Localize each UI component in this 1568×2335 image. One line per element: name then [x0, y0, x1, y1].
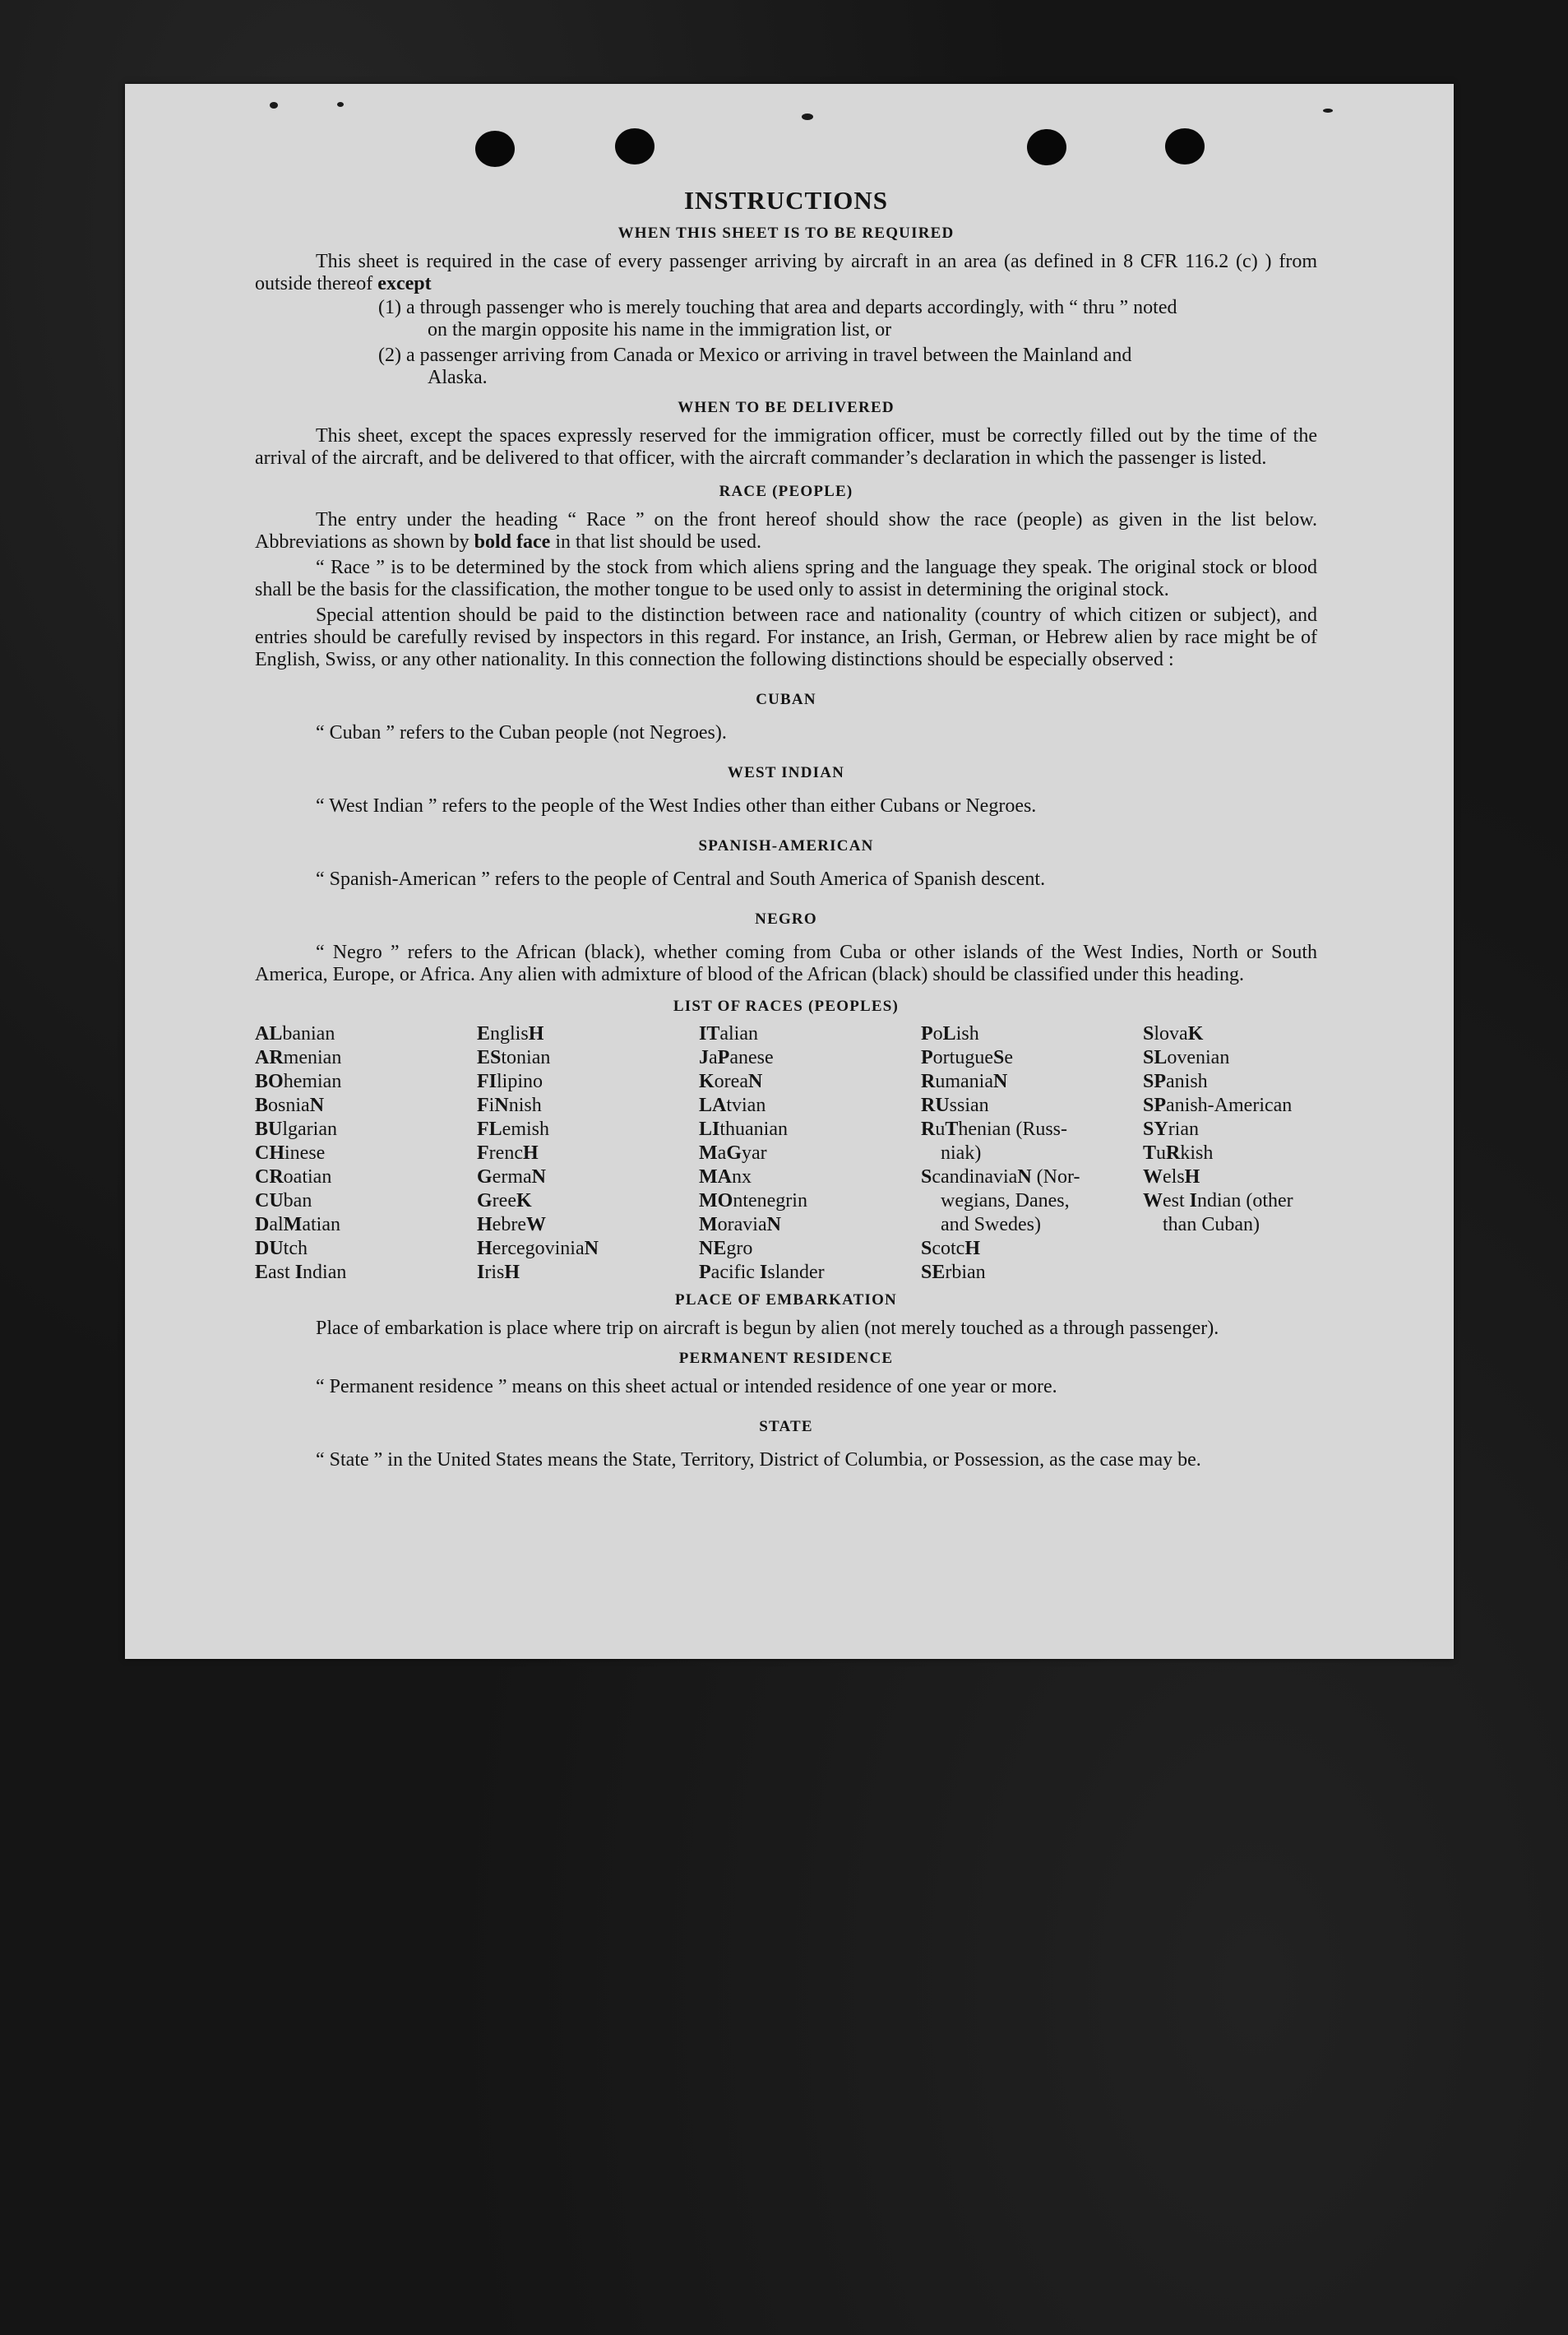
negro-text: “ Negro ” refers to the African (black), whether coming from Cuba or other islands of the West Indies, North or South America, Europe, or Africa. Any alien with admixture of blood of the African (black) should be classified under this heading. [255, 942, 1317, 985]
race-entry: BOhemian [255, 1071, 342, 1092]
heading-embarkation: PLACE OF EMBARKATION [675, 1291, 897, 1309]
race-entry: NEgro [699, 1238, 753, 1259]
races-column [1143, 1022, 1317, 1285]
race-entry: SYrian [1143, 1119, 1199, 1140]
heading-spanish-american: SPANISH-AMERICAN [698, 837, 874, 855]
speck-mark [1323, 109, 1333, 113]
race-entry: MAnx [699, 1166, 752, 1188]
race-paragraph-1: The entry under the heading “ Race ” on the front hereof should show the race (people) as given in the list below. Abbreviations as shown by bold face in that list should be used. [255, 509, 1317, 553]
heading-negro: NEGRO [755, 910, 817, 928]
race-entry: CHinese [255, 1142, 326, 1164]
race-entry: HercegoviniaN [477, 1238, 599, 1259]
race-entry: GermaN [477, 1166, 546, 1188]
race-entry: Pacific Islander [699, 1262, 825, 1283]
race-entry: RuThenian (Russ- [921, 1119, 1068, 1140]
race-entry: EStonian [477, 1047, 551, 1068]
item-number: (1) [378, 297, 401, 318]
race-entry: ARmenian [255, 1047, 342, 1068]
west-indian-text: “ West Indian ” refers to the people of the West Indies other than either Cubans or Negroes. [316, 795, 1037, 817]
race-entry: FrencH [477, 1142, 539, 1164]
heading-races-list: LIST OF RACES (PEOPLES) [673, 998, 900, 1015]
race-entry: BUlgarian [255, 1119, 337, 1140]
race-entry: SErbian [921, 1262, 986, 1283]
race-entry: CRoatian [255, 1166, 332, 1188]
race-entry: SPanish [1143, 1071, 1208, 1092]
race-entry: BosniaN [255, 1095, 325, 1116]
race-entry: FIlipino [477, 1071, 543, 1092]
punch-hole-4 [1165, 128, 1205, 164]
race-entry: WelsH [1143, 1166, 1200, 1188]
race-entry: West Indian (other [1143, 1190, 1293, 1212]
race-entry: FLemish [477, 1119, 549, 1140]
heading-west-indian: WEST INDIAN [727, 764, 845, 781]
race-entry: IrisH [477, 1262, 520, 1283]
heading-required: WHEN THIS SHEET IS TO BE REQUIRED [617, 225, 955, 242]
item-number: (2) [378, 345, 401, 366]
race-entry: FiNnish [477, 1095, 542, 1116]
punch-hole-3 [1027, 129, 1066, 165]
race-entry: ALbanian [255, 1023, 335, 1045]
race-entry: DUtch [255, 1238, 308, 1259]
instructions-content [255, 187, 1317, 1471]
spanish-american-text: “ Spanish-American ” refers to the people of Central and South America of Spanish descent. [316, 869, 1046, 890]
race-entry: MOntenegrin [699, 1190, 807, 1212]
race-entry: ScotcH [921, 1238, 981, 1259]
race-paragraph-2: “ Race ” is to be determined by the stock from which aliens spring and the language they speak. The original stock or blood shall be the basis for the classification, the mother tongue to be used only to assist in determining the original stock. [255, 557, 1317, 600]
race-entry: GreeK [477, 1190, 532, 1212]
speck-mark [337, 102, 344, 107]
race-entry-continued: than Cuban) [1163, 1214, 1260, 1235]
race-entry: TuRkish [1143, 1142, 1214, 1164]
races-column [921, 1022, 1143, 1285]
residence-text: “ Permanent residence ” means on this sheet actual or intended residence of one year or more. [316, 1376, 1057, 1397]
race-entry-continued: and Swedes) [941, 1214, 1041, 1235]
required-intro: This sheet is required in the case of every passenger arriving by aircraft in an area (as defined in 8 CFR 116.2 (c) ) from outside thereof except [255, 251, 1317, 294]
race-entry: MoraviaN [699, 1214, 781, 1235]
embarkation-text: Place of embarkation is place where trip on aircraft is begun by alien (not merely touched as a through passenger). [316, 1318, 1219, 1339]
document-page [125, 84, 1454, 1659]
cuban-text: “ Cuban ” refers to the Cuban people (not Negroes). [316, 722, 727, 744]
race-entry: RUssian [921, 1095, 989, 1116]
race-entry: RumaniaN [921, 1071, 1008, 1092]
item-text: a passenger arriving from Canada or Mexico or arriving in travel between the Mainland and [406, 345, 1132, 366]
race-entry-continued: niak) [941, 1142, 982, 1164]
page-title: INSTRUCTIONS [683, 186, 888, 215]
heading-state: STATE [759, 1418, 813, 1435]
race-entry: HebreW [477, 1214, 546, 1235]
list-item [255, 345, 1317, 389]
list-item [255, 297, 1317, 341]
heading-residence: PERMANENT RESIDENCE [678, 1350, 894, 1367]
race-entry: KoreaN [699, 1071, 763, 1092]
state-text: “ State ” in the United States means the State, Territory, District of Columbia, or Possession, as the case may be. [316, 1449, 1201, 1471]
race-entry: MaGyar [699, 1142, 767, 1164]
race-entry: PortugueSe [921, 1047, 1013, 1068]
item-text: a through passenger who is merely touching that area and departs accordingly, with “ thru ” noted [406, 297, 1177, 318]
race-entry: DalMatian [255, 1214, 340, 1235]
race-entry-continued: wegians, Danes, [941, 1190, 1070, 1212]
item-text-continued: Alaska. [428, 367, 488, 388]
race-entry: SPanish-American [1143, 1095, 1293, 1116]
race-entry: LIthuanian [699, 1119, 788, 1140]
heading-cuban: CUBAN [756, 691, 816, 708]
heading-delivered: WHEN TO BE DELIVERED [678, 399, 895, 416]
race-entry: ScandinaviaN (Nor- [921, 1166, 1080, 1188]
punch-hole-2 [615, 128, 654, 164]
race-entry: EnglisH [477, 1023, 544, 1045]
punch-hole-1 [475, 131, 515, 167]
race-entry: SlovaK [1143, 1023, 1204, 1045]
delivered-text: This sheet, except the spaces expressly reserved for the immigration officer, must be correctly filled out by the time of the arrival of the aircraft, and be delivered to that officer, with the aircraft commander’s declaration in which the passenger is listed. [255, 425, 1317, 469]
races-column [699, 1022, 921, 1285]
speck-mark [270, 102, 278, 109]
race-paragraph-3: Special attention should be paid to the distinction between race and nationality (country of which citizen or subject), and entries should be carefully revised by inspectors in this regard. For instance, an Irish, German, or Hebrew alien by race might be of English, Swiss, or any other nationality. In this connection the following distinctions should be especially observed : [255, 605, 1317, 670]
races-column [477, 1022, 699, 1285]
speck-mark [802, 114, 813, 120]
race-entry: CUban [255, 1190, 312, 1212]
races-list [255, 1022, 1317, 1285]
race-entry: PoLish [921, 1023, 979, 1045]
race-entry: LAtvian [699, 1095, 766, 1116]
race-entry: ITalian [699, 1023, 758, 1045]
race-entry: SLovenian [1143, 1047, 1230, 1068]
races-column [255, 1022, 477, 1285]
race-entry: East Indian [255, 1262, 347, 1283]
heading-race: RACE (PEOPLE) [719, 483, 853, 500]
race-entry: JaPanese [699, 1047, 774, 1068]
item-text-continued: on the margin opposite his name in the immigration list, or [428, 319, 892, 341]
